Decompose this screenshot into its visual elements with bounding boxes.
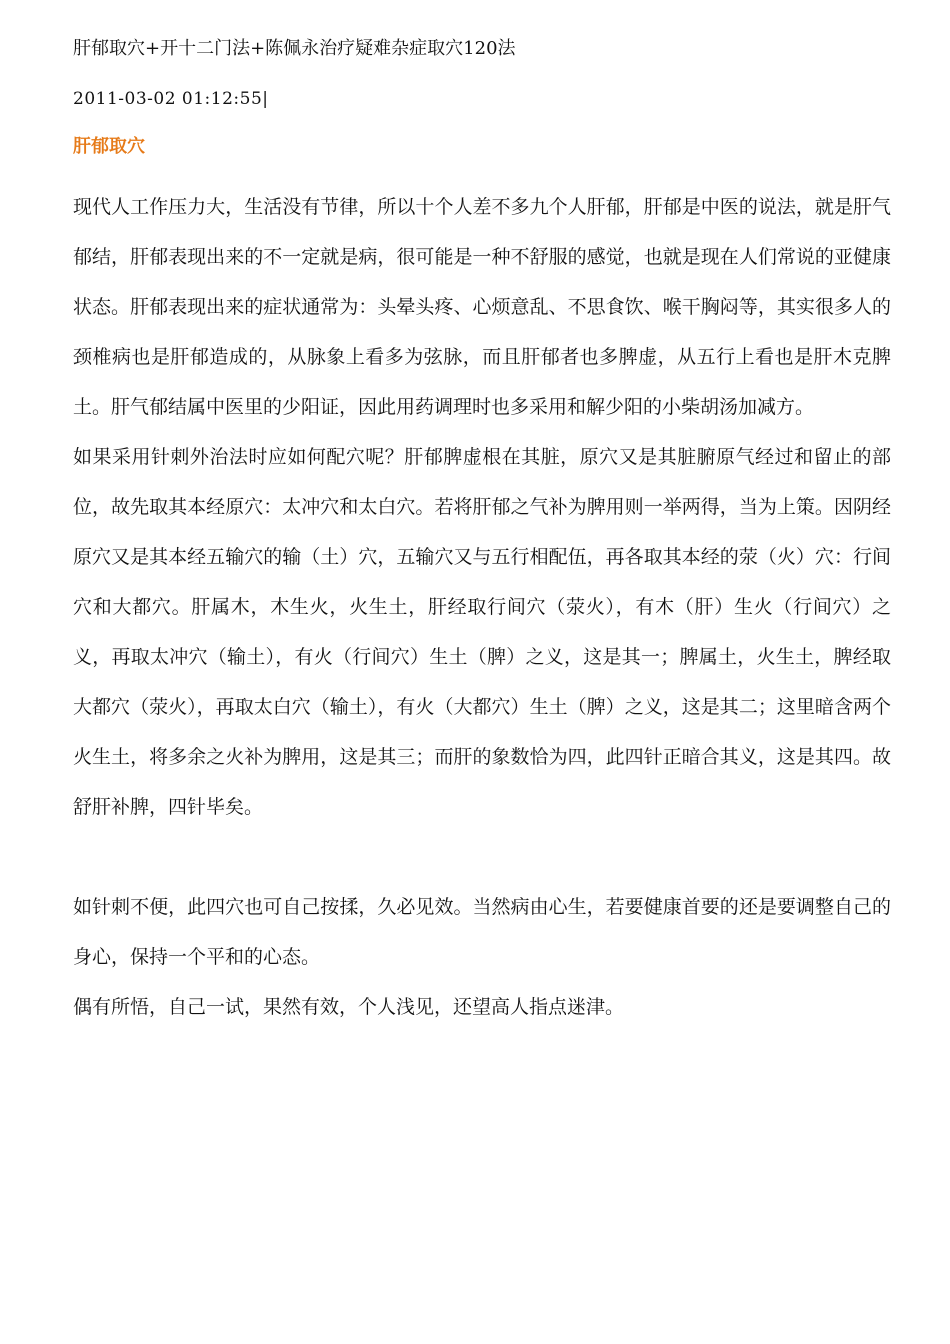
paragraph-closing-remark: 偶有所悟，自己一试，果然有效，个人浅见，还望高人指点迷津。 xyxy=(73,996,625,1018)
paragraph-liver-stagnation-intro: 现代人工作压力大，生活没有节律，所以十个人差不多九个人肝郁，肝郁是中医的说法，就是肝气郁结，肝郁表现出来的不一定就是病，很可能是一种不舒服的感觉，也就是现在人们常说的亚健康状态。肝郁表现出来的症状通常为：头晕头疼、心烦意乱、不思食饮、喉干胸闷等，其实很多人的颈椎病也是肝郁造成的，从脉象上看多为弦脉，而且肝郁者也多脾虚，从五行上看也是肝木克脾土。肝气郁结属中医里的少阳证，因此用药调理时也多采用和解少阳的小柴胡汤加减方。 xyxy=(73,196,891,418)
paragraph-acupoint-selection: 如果采用针刺外治法时应如何配穴呢？肝郁脾虚根在其脏，原穴又是其脏腑原气经过和留止的部位，故先取其本经原穴：太冲穴和太白穴。若将肝郁之气补为脾用则一举两得，当为上策。因阴经原穴又是其本经五输穴的输（土）穴，五输穴又与五行相配伍，再各取其本经的荥（火）穴：行间穴和大都穴。肝属木，木生火，火生土，肝经取行间穴（荥火），有木（肝）生火（行间穴）之义，再取太冲穴（输土），有火（行间穴）生土（脾）之义，这是其一；脾属土，火生土，脾经取大都穴（荥火），再取太白穴（输土），有火（大都穴）生土（脾）之义，这是其二；这里暗含两个火生土，将多余之火补为脾用，这是其三；而肝的象数恰为四，此四针正暗合其义，这是其四。故舒肝补脾，四针毕矣。 xyxy=(73,446,891,818)
section-heading: 肝郁取穴 xyxy=(73,136,145,157)
post-timestamp: 2011-03-02 01:12:55| xyxy=(73,89,269,109)
document-title: 肝郁取穴+开十二门法+陈佩永治疗疑难杂症取穴120法 xyxy=(73,38,516,59)
document-body xyxy=(73,34,891,1032)
paragraph-self-massage: 如针刺不便，此四穴也可自己按揉，久必见效。当然病由心生，若要健康首要的还是要调整自己的身心，保持一个平和的心态。 xyxy=(73,896,891,968)
paragraph-spacer xyxy=(73,832,891,882)
